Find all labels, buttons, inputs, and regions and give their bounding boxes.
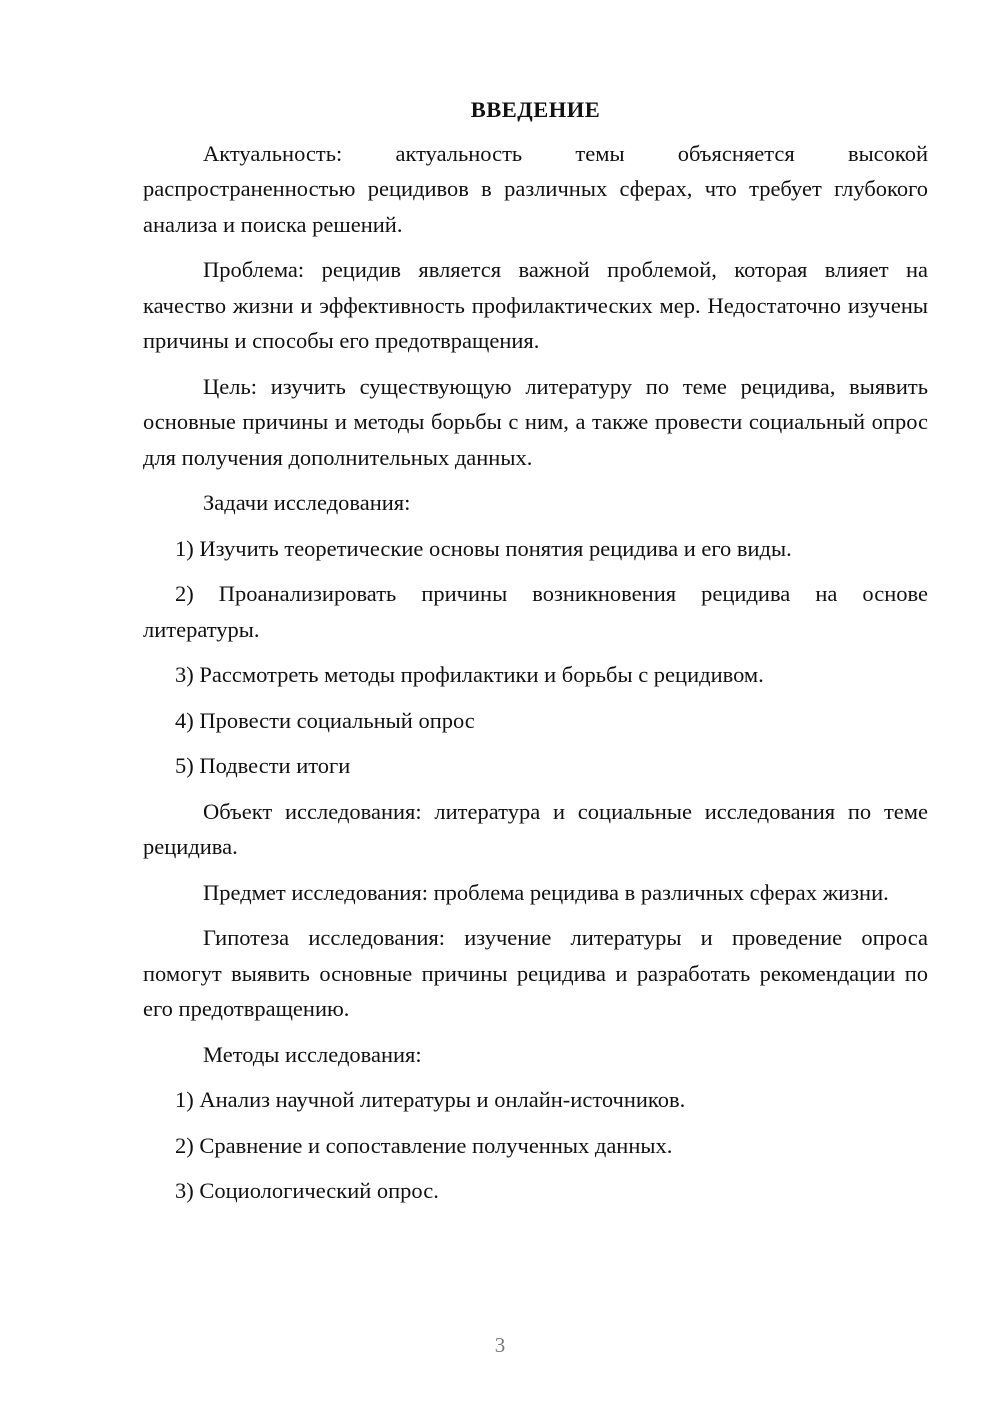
- method-item-3: 3) Социологический опрос.: [175, 1178, 439, 1203]
- paragraph-hypothesis: Гипотеза исследования: изучение литературы и проведение опроса помогут выявить основные причины рецидива и разработать рекомендации по его предотвращению.: [143, 925, 928, 1021]
- method-item-2: 2) Сравнение и сопоставление полученных данных.: [175, 1132, 673, 1158]
- page-number: 3: [494, 1333, 506, 1357]
- method-item-1: 1) Анализ научной литературы и онлайн-источников.: [175, 1087, 686, 1112]
- task-item-5: 5) Подвести итоги: [175, 753, 351, 778]
- paragraph-tasks-heading: Задачи исследования:: [203, 490, 411, 515]
- task-item-2: 2) Проанализировать причины возникновения рецидива на основе литературы.: [143, 581, 928, 642]
- paragraph-methods-heading: Методы исследования:: [203, 1041, 422, 1067]
- task-item-4: 4) Провести социальный опрос: [175, 707, 475, 733]
- paragraph-subject: Предмет исследования: проблема рецидива в различных сферах жизни.: [203, 879, 889, 905]
- paragraph-problem: Проблема: рецидив является важной проблемой, которая влияет на качество жизни и эффективность профилактических мер. Недостаточно изучены причины и способы его предотвращения.: [143, 257, 928, 353]
- paragraph-goal: Цель: изучить существующую литературу по теме рецидива, выявить основные причины и методы борьбы с ним, а также провести социальный опрос для получения дополнительных данных.: [143, 373, 928, 470]
- task-item-1: 1) Изучить теоретические основы понятия рецидива и его виды.: [175, 535, 792, 561]
- paragraph-object: Объект исследования: литература и социальные исследования по теме рецидива.: [143, 798, 928, 859]
- document-page: [143, 92, 928, 1219]
- task-item-3: 3) Рассмотреть методы профилактики и борьбы с рецидивом.: [175, 662, 764, 687]
- section-heading: ВВЕДЕНИЕ: [470, 97, 601, 122]
- paragraph-relevance: Актуальность: актуальность темы объясняется высокой распространенностью рецидивов в различных сферах, что требует глубокого анализа и поиска решений.: [143, 140, 928, 237]
